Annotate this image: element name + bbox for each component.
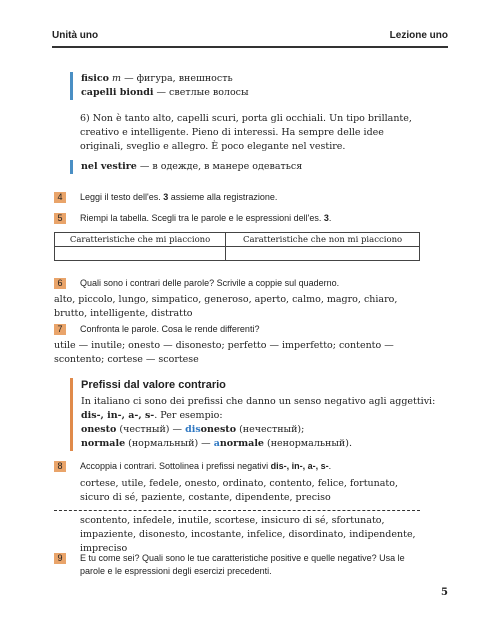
exercise-8-list-1: cortese, utile, fedele, onesto, ordinato, contento, felice, fortunato, sicuro di sé, paziente, costante, dipendente, preciso <box>80 478 398 503</box>
exercise-6-number: 6 <box>54 278 66 289</box>
table-header-likes: Caratteristiche che mi piacciono <box>55 233 226 247</box>
unit-title: Unità uno <box>52 30 99 41</box>
exercise-8-list-2: scontento, infedele, inutile, scortese, insicuro di sé, sfortunato, impaziente, disonesto, incostante, infelice, disordinato, indipendente, impreciso <box>80 515 416 554</box>
dashed-divider <box>54 510 420 511</box>
lesson-title: Lezione uno <box>389 30 448 41</box>
vocab-box-2: nel vestire — в одежде, в манере одеваться <box>70 160 302 174</box>
page-header <box>52 30 448 48</box>
grammar-example-2: normale (нормальный) — anormale (ненормальный). <box>81 438 352 449</box>
exercise-7-instruction: Confronta le parole. Cosa le rende differenti? <box>80 324 260 334</box>
grammar-example-1: onesto (честный) — disonesto (нечестный); <box>81 424 305 435</box>
exercise-5-instruction: Riempi la tabella. Scegli tra le parole e le espressioni dell'es. 3. <box>80 213 332 223</box>
exercise-8-instruction: Accoppia i contrari. Sottolinea i prefissi negativi dis-, in-, a-, s-. <box>80 461 332 471</box>
exercise-9-number: 9 <box>54 553 66 564</box>
paragraph-6: 6) Non è tanto alto, capelli scuri, porta gli occhiali. Un tipo brillante, creativo e intelligente. Pieno di interessi. Ha sempre delle idee originali, sveglio e allegro. È poco elegante nel vestire. <box>80 113 412 152</box>
grammar-intro: In italiano ci sono dei prefissi che danno un senso negativo agli aggettivi: dis-, in-, a-, s-. Per esempio: <box>81 396 436 421</box>
grammar-box <box>70 378 441 451</box>
exercise-7-words: utile — inutile; onesto — disonesto; perfetto — imperfetto; contento — scontento; cortese — scortese <box>54 340 394 365</box>
exercise-7-number: 7 <box>54 324 66 335</box>
vocab-box-1 <box>70 72 249 100</box>
exercise-5-number: 5 <box>54 213 66 224</box>
vocab-line-2: capelli biondi — светлые волосы <box>81 87 249 98</box>
exercise-6-words: alto, piccolo, lungo, simpatico, generoso, aperto, calmo, magro, chiaro, brutto, intelligente, distratto <box>54 294 398 319</box>
exercise-9-instruction: E tu come sei? Quali sono le tue caratteristiche positive e quelle negative? Usa le parole e le espressioni degli esercizi precedenti. <box>80 553 405 576</box>
exercise-4-number: 4 <box>54 192 66 203</box>
vocab-line-1: fisico m — фигура, внешность <box>81 73 233 84</box>
table-header-dislikes: Caratteristiche che non mi piacciono <box>226 233 420 247</box>
table-cell-likes <box>55 247 226 261</box>
exercise-4-instruction: Leggi il testo dell'es. 3 assieme alla registrazione. <box>80 192 278 202</box>
exercise-8-number: 8 <box>54 461 66 472</box>
likes-table <box>54 232 420 261</box>
exercise-6-instruction: Quali sono i contrari delle parole? Scrivile a coppie sul quaderno. <box>80 278 340 288</box>
page-number: 5 <box>441 587 448 598</box>
table-cell-dislikes <box>226 247 420 261</box>
grammar-title: Prefissi dal valore contrario <box>81 379 226 391</box>
